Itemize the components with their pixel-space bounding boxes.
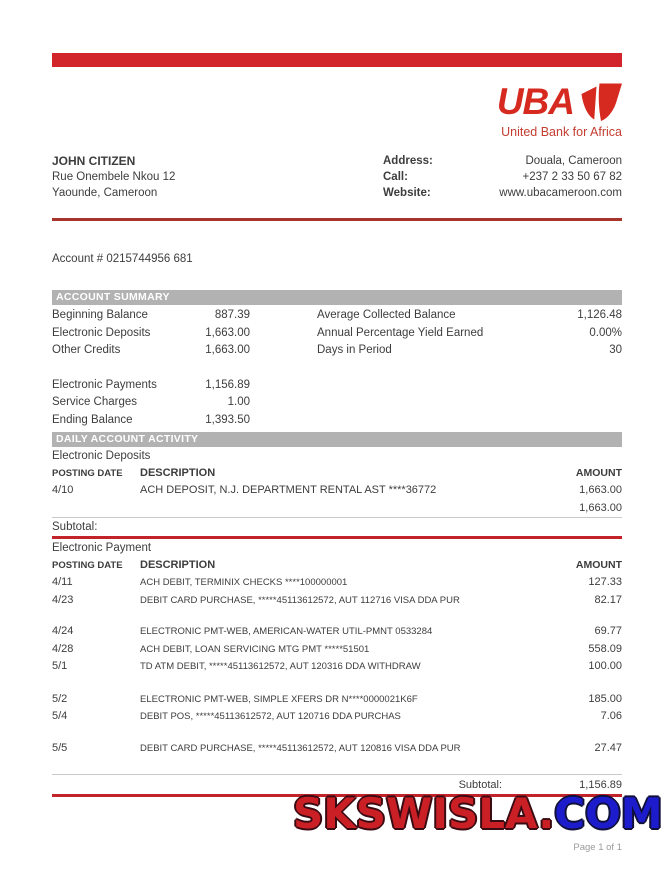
deposits-total-amount: 1,663.00 xyxy=(579,501,622,514)
contact-value-call: +237 2 33 50 67 82 xyxy=(522,171,622,183)
contact-value-website: www.ubacameroon.com xyxy=(499,187,622,199)
cell-posting-date: 4/24 xyxy=(52,625,74,637)
summary-row xyxy=(52,342,250,360)
top-red-bar xyxy=(52,53,622,67)
summary-value: 1,393.50 xyxy=(205,413,250,426)
table-row xyxy=(52,691,622,709)
cell-description: DEBIT CARD PURCHASE, *****45113612572, AUT 120816 VISA DDA PUR xyxy=(140,742,461,754)
summary-value: 1.00 xyxy=(227,396,250,408)
contact-label-address: Address: xyxy=(383,155,433,167)
summary-value: 0.00% xyxy=(589,326,622,339)
summary-value: 1,156.89 xyxy=(205,378,250,391)
contact-row xyxy=(383,153,622,169)
cell-amount: 82.17 xyxy=(594,593,622,606)
electronic-payments-section xyxy=(52,539,622,797)
summary-row xyxy=(52,377,250,395)
summary-label: Annual Percentage Yield Earned xyxy=(317,326,484,339)
summary-row xyxy=(52,394,250,412)
cell-amount: 558.09 xyxy=(588,642,622,655)
summary-row xyxy=(52,412,250,430)
watermark-text-red: SKSWISLA xyxy=(293,789,539,838)
summary-label: Service Charges xyxy=(52,396,138,408)
cell-description: ELECTRONIC PMT-WEB, SIMPLE XFERS DR N****0000021K6F xyxy=(140,693,418,705)
summary-value: 1,126.48 xyxy=(577,309,622,321)
cell-posting-date: 4/23 xyxy=(52,593,74,606)
cell-posting-date: 4/10 xyxy=(52,484,74,496)
skswisla-watermark xyxy=(293,791,663,837)
summary-label: Ending Balance xyxy=(52,413,133,426)
deposits-subtotal-label: Subtotal: xyxy=(52,517,622,536)
cell-description: ACH DEBIT, TERMINIX CHECKS ****100000001 xyxy=(140,577,348,588)
bank-contact-block xyxy=(383,153,622,201)
summary-label: Beginning Balance xyxy=(52,309,148,321)
summary-label: Average Collected Balance xyxy=(317,309,456,321)
cell-amount: 100.00 xyxy=(588,660,622,672)
summary-label: Electronic Deposits xyxy=(52,326,151,339)
contact-label-call: Call: xyxy=(383,171,408,183)
table-header-row xyxy=(52,465,622,482)
cell-description: DEBIT POS, *****45113612572, AUT 120716 DDA PURCHAS xyxy=(140,711,401,722)
cell-posting-date: 5/5 xyxy=(52,741,68,754)
summary-row xyxy=(317,325,622,343)
table-row xyxy=(52,592,622,610)
cell-description: ACH DEPOSIT, N.J. DEPARTMENT RENTAL AST ****36772 xyxy=(140,484,437,496)
cell-amount: 27.47 xyxy=(594,741,622,754)
cell-description: ACH DEBIT, LOAN SERVICING MTG PMT *****51501 xyxy=(140,643,370,655)
cell-posting-date: 4/11 xyxy=(52,576,73,588)
contact-row xyxy=(383,169,622,185)
cell-amount: 127.33 xyxy=(588,576,622,588)
electronic-deposits-section xyxy=(52,447,622,539)
summary-row xyxy=(317,307,622,325)
payments-subtitle: Electronic Payment xyxy=(52,542,152,554)
column-header-amount: AMOUNT xyxy=(575,467,622,479)
customer-name: JOHN CITIZEN xyxy=(52,154,136,168)
table-row xyxy=(52,708,622,726)
payments-subtotal-amount: 1,156.89 xyxy=(579,779,622,791)
daily-activity-header: DAILY ACCOUNT ACTIVITY xyxy=(52,432,622,447)
contact-value-address: Douala, Cameroon xyxy=(525,155,622,167)
summary-value: 30 xyxy=(609,344,622,356)
table-row xyxy=(52,641,622,659)
summary-row xyxy=(52,325,250,343)
table-row xyxy=(52,482,622,500)
customer-address-block xyxy=(52,153,175,201)
summary-label: Other Credits xyxy=(52,344,121,356)
summary-right-column xyxy=(317,307,622,429)
cell-description: ELECTRONIC PMT-WEB, AMERICAN-WATER UTIL-PMNT 0533284 xyxy=(140,626,433,637)
table-row xyxy=(52,740,622,758)
column-header-description: DESCRIPTION xyxy=(140,559,216,571)
summary-row xyxy=(52,307,250,325)
summary-row xyxy=(317,342,622,360)
summary-value: 1,663.00 xyxy=(205,326,250,339)
cell-amount: 1,663.00 xyxy=(579,484,622,496)
watermark-dot: . xyxy=(538,789,555,838)
table-row xyxy=(52,658,622,676)
cell-amount: 185.00 xyxy=(588,692,622,705)
cell-posting-date: 4/28 xyxy=(52,642,74,655)
contact-label-website: Website: xyxy=(383,187,431,199)
cell-description: DEBIT CARD PURCHASE, *****45113612572, AUT 112716 VISA DDA PUR xyxy=(140,594,460,606)
account-summary xyxy=(52,307,622,429)
table-row xyxy=(52,623,622,641)
uba-logo xyxy=(52,82,622,140)
customer-address-line2: Yaounde, Cameroon xyxy=(52,187,158,199)
summary-label: Days in Period xyxy=(317,344,392,356)
cell-posting-date: 5/1 xyxy=(52,660,68,672)
cell-description: TD ATM DEBIT, *****45113612572, AUT 120316 DDA WITHDRAW xyxy=(140,661,421,672)
cell-amount: 69.77 xyxy=(594,625,622,637)
summary-left-column xyxy=(52,307,250,429)
uba-flag-mark-icon xyxy=(580,82,622,124)
contact-row xyxy=(383,185,622,201)
summary-value: 887.39 xyxy=(214,309,250,321)
summary-value: 1,663.00 xyxy=(205,344,250,356)
uba-logo-tagline: United Bank for Africa xyxy=(501,125,622,139)
watermark-text-blue: COM xyxy=(554,789,663,838)
summary-label: Electronic Payments xyxy=(52,378,157,391)
account-number: Account # 0215744956 681 xyxy=(52,253,193,265)
account-summary-header: ACCOUNT SUMMARY xyxy=(52,290,622,305)
cell-amount: 7.06 xyxy=(600,710,622,722)
payments-subtotal-label: Subtotal: xyxy=(458,779,502,791)
cell-posting-date: 5/2 xyxy=(52,692,68,705)
table-row xyxy=(52,574,622,592)
statement-header xyxy=(52,153,622,201)
customer-address-line1: Rue Onembele Nkou 12 xyxy=(52,171,176,183)
column-header-posting-date: POSTING DATE xyxy=(52,560,123,571)
column-header-description: DESCRIPTION xyxy=(140,467,216,479)
red-divider-line xyxy=(52,218,622,221)
cell-posting-date: 5/4 xyxy=(52,710,68,722)
uba-logo-text: UBA xyxy=(496,81,574,122)
deposits-subtitle: Electronic Deposits xyxy=(52,450,151,462)
column-header-amount: AMOUNT xyxy=(575,559,622,571)
column-header-posting-date: POSTING DATE xyxy=(52,468,123,479)
table-header-row xyxy=(52,557,622,574)
page-number: Page 1 of 1 xyxy=(573,842,622,853)
